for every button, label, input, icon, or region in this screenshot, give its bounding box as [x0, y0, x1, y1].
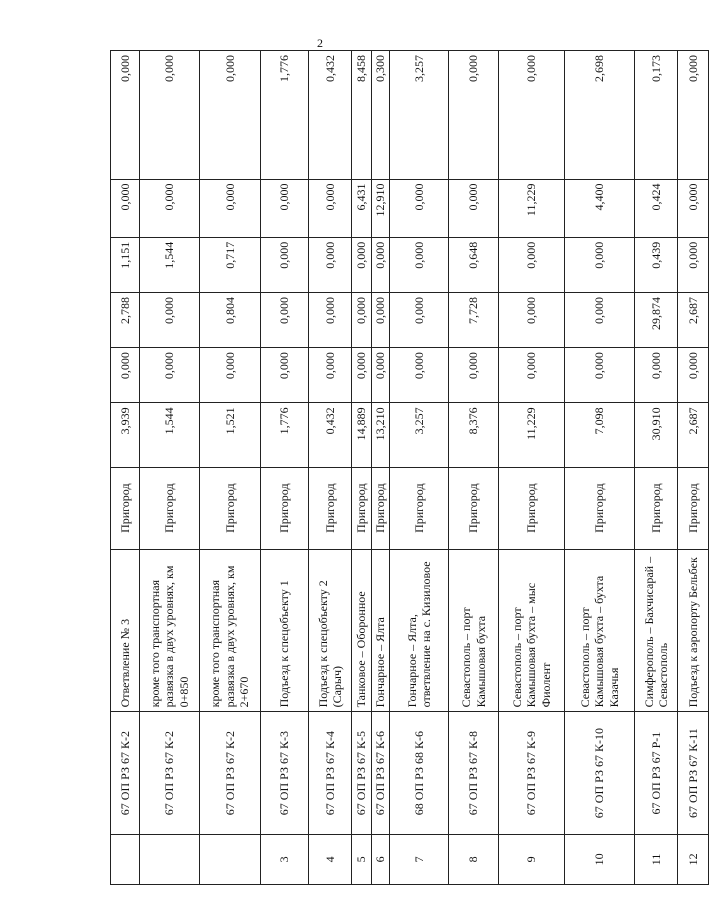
length-value-cell: 6,431: [352, 179, 372, 237]
length-value-cell: 14,889: [352, 403, 372, 467]
road-name-cell: Гончарное – Ялта, ответвление на с. Кизиловое: [390, 549, 449, 712]
rotated-page: [110, 50, 700, 885]
road-index-cell: 67 ОП РЗ 67 К-3: [261, 712, 309, 834]
length-value-cell: 0,000: [261, 292, 309, 347]
length-value-cell: 1,521: [200, 403, 261, 467]
road-type-cell: Пригород: [309, 467, 352, 549]
road-name-cell: Танковое – Оборонное: [352, 549, 372, 712]
table-row: [635, 51, 678, 885]
row-number-cell: 4: [309, 834, 352, 884]
row-number-cell: 8: [449, 834, 499, 884]
length-value-cell: 12,910: [372, 179, 390, 237]
table-row: [200, 51, 261, 885]
length-value-cell: 0,000: [140, 179, 200, 237]
road-name-cell: Подъезд к аэропорту Бельбек: [678, 549, 709, 712]
table-row: [111, 51, 140, 885]
road-type-cell: Пригород: [635, 467, 678, 549]
length-value-cell: 11,229: [499, 403, 565, 467]
length-value-cell: 0,000: [390, 292, 449, 347]
length-value-cell: 1,151: [111, 237, 140, 292]
row-number-cell: 6: [372, 834, 390, 884]
length-value-cell: 0,432: [309, 51, 352, 180]
row-number-cell: [111, 834, 140, 884]
table-row: [261, 51, 309, 885]
road-name-cell: Ответвление № 3: [111, 549, 140, 712]
length-value-cell: 0,000: [111, 51, 140, 180]
length-value-cell: 0,000: [390, 179, 449, 237]
road-index-cell: 67 ОП РЗ 67 К-6: [372, 712, 390, 834]
length-value-cell: 0,000: [390, 237, 449, 292]
table-row: [565, 51, 635, 885]
table-row: [449, 51, 499, 885]
length-value-cell: 2,687: [678, 292, 709, 347]
road-name-cell: Севастополь – порт Камышовая бухта: [449, 549, 499, 712]
road-name-cell: Севастополь – порт Камышовая бухта – мыс Фиолент: [499, 549, 565, 712]
road-index-cell: 68 ОП РЗ 68 К-6: [390, 712, 449, 834]
road-registry-table: [110, 50, 709, 885]
road-type-cell: Пригород: [565, 467, 635, 549]
road-type-cell: Пригород: [111, 467, 140, 549]
length-value-cell: 1,544: [140, 237, 200, 292]
length-value-cell: 0,000: [352, 292, 372, 347]
length-value-cell: 0,000: [309, 348, 352, 403]
road-type-cell: Пригород: [449, 467, 499, 549]
road-name-cell: Подъезд к спецобъекту 2 (Сарыч): [309, 549, 352, 712]
length-value-cell: 0,000: [678, 237, 709, 292]
length-value-cell: 0,424: [635, 179, 678, 237]
length-value-cell: 4,400: [565, 179, 635, 237]
length-value-cell: 0,000: [678, 348, 709, 403]
road-index-cell: 67 ОП РЗ 67 К-2: [140, 712, 200, 834]
length-value-cell: 0,717: [200, 237, 261, 292]
length-value-cell: 0,300: [372, 51, 390, 180]
length-value-cell: 11,229: [499, 179, 565, 237]
row-number-cell: [200, 834, 261, 884]
row-number-cell: 12: [678, 834, 709, 884]
length-value-cell: 0,000: [372, 292, 390, 347]
length-value-cell: 0,000: [635, 348, 678, 403]
table-row: [390, 51, 449, 885]
length-value-cell: 0,000: [499, 348, 565, 403]
length-value-cell: 0,000: [372, 348, 390, 403]
length-value-cell: 2,687: [678, 403, 709, 467]
length-value-cell: 0,000: [200, 179, 261, 237]
road-type-cell: Пригород: [499, 467, 565, 549]
road-index-cell: 67 ОП РЗ 67 К-2: [111, 712, 140, 834]
length-value-cell: 3,257: [390, 403, 449, 467]
road-index-cell: 67 ОП РЗ 67 К-2: [200, 712, 261, 834]
road-index-cell: 67 ОП РЗ 67 К-4: [309, 712, 352, 834]
length-value-cell: 0,000: [140, 348, 200, 403]
length-value-cell: 2,698: [565, 51, 635, 180]
road-name-cell: Гончарное – Ялта: [372, 549, 390, 712]
length-value-cell: 7,728: [449, 292, 499, 347]
length-value-cell: 0,439: [635, 237, 678, 292]
row-number-cell: [140, 834, 200, 884]
length-value-cell: 0,000: [449, 348, 499, 403]
road-type-cell: Пригород: [390, 467, 449, 549]
length-value-cell: 0,000: [309, 179, 352, 237]
length-value-cell: 0,432: [309, 403, 352, 467]
length-value-cell: 0,173: [635, 51, 678, 180]
length-value-cell: 8,458: [352, 51, 372, 180]
length-value-cell: 0,000: [499, 237, 565, 292]
row-number-cell: 3: [261, 834, 309, 884]
length-value-cell: 29,874: [635, 292, 678, 347]
road-index-cell: 67 ОП РЗ 67 К-11: [678, 712, 709, 834]
length-value-cell: 0,000: [678, 51, 709, 180]
road-index-cell: 67 ОП РЗ 67 К-5: [352, 712, 372, 834]
length-value-cell: 13,210: [372, 403, 390, 467]
road-name-cell: кроме того транспортная развязка в двух уровнях, км 2+670: [200, 549, 261, 712]
row-number-cell: 11: [635, 834, 678, 884]
table-row: [372, 51, 390, 885]
length-value-cell: 0,000: [261, 237, 309, 292]
table-row: [352, 51, 372, 885]
length-value-cell: 0,000: [352, 348, 372, 403]
length-value-cell: 0,000: [111, 348, 140, 403]
length-value-cell: 8,376: [449, 403, 499, 467]
length-value-cell: 2,788: [111, 292, 140, 347]
road-type-cell: Пригород: [352, 467, 372, 549]
length-value-cell: 0,000: [449, 179, 499, 237]
length-value-cell: 0,000: [499, 51, 565, 180]
road-type-cell: Пригород: [372, 467, 390, 549]
road-type-cell: Пригород: [678, 467, 709, 549]
row-number-cell: 9: [499, 834, 565, 884]
length-value-cell: 7,098: [565, 403, 635, 467]
row-number-cell: 10: [565, 834, 635, 884]
table-row: [678, 51, 709, 885]
length-value-cell: 30,910: [635, 403, 678, 467]
length-value-cell: 0,000: [449, 51, 499, 180]
length-value-cell: 3,257: [390, 51, 449, 180]
road-name-cell: Симферополь – Бахчисарай – Севастополь: [635, 549, 678, 712]
length-value-cell: 0,000: [111, 179, 140, 237]
road-index-cell: 67 ОП РЗ 67 К-8: [449, 712, 499, 834]
length-value-cell: 0,000: [565, 292, 635, 347]
length-value-cell: 0,000: [309, 292, 352, 347]
length-value-cell: 0,000: [140, 51, 200, 180]
road-index-cell: 67 ОП РЗ 67 Р-1: [635, 712, 678, 834]
road-type-cell: Пригород: [261, 467, 309, 549]
length-value-cell: 0,000: [565, 237, 635, 292]
road-name-cell: кроме того транспортная развязка в двух уровнях, км 0+850: [140, 549, 200, 712]
length-value-cell: 0,000: [200, 348, 261, 403]
length-value-cell: 0,000: [200, 51, 261, 180]
row-number-cell: 7: [390, 834, 449, 884]
length-value-cell: 3,939: [111, 403, 140, 467]
length-value-cell: 0,000: [140, 292, 200, 347]
length-value-cell: 1,544: [140, 403, 200, 467]
row-number-cell: 5: [352, 834, 372, 884]
length-value-cell: 1,776: [261, 403, 309, 467]
length-value-cell: 0,000: [261, 179, 309, 237]
table-row: [140, 51, 200, 885]
length-value-cell: 1,776: [261, 51, 309, 180]
length-value-cell: 0,000: [352, 237, 372, 292]
road-name-cell: Севастополь – порт Камышовая бухта – бухта Казачья: [565, 549, 635, 712]
road-type-cell: Пригород: [200, 467, 261, 549]
road-index-cell: 67 ОП РЗ 67 К-9: [499, 712, 565, 834]
road-type-cell: Пригород: [140, 467, 200, 549]
length-value-cell: 0,000: [309, 237, 352, 292]
table-row: [309, 51, 352, 885]
length-value-cell: 0,000: [372, 237, 390, 292]
length-value-cell: 0,000: [261, 348, 309, 403]
page-number: 2: [317, 36, 323, 50]
length-value-cell: 0,000: [390, 348, 449, 403]
length-value-cell: 0,648: [449, 237, 499, 292]
length-value-cell: 0,804: [200, 292, 261, 347]
length-value-cell: 0,000: [565, 348, 635, 403]
length-value-cell: 0,000: [499, 292, 565, 347]
length-value-cell: 0,000: [678, 179, 709, 237]
table-row: [499, 51, 565, 885]
road-name-cell: Подъезд к спецобъекту 1: [261, 549, 309, 712]
road-index-cell: 67 ОП РЗ 67 К-10: [565, 712, 635, 834]
table-body: [111, 51, 709, 885]
